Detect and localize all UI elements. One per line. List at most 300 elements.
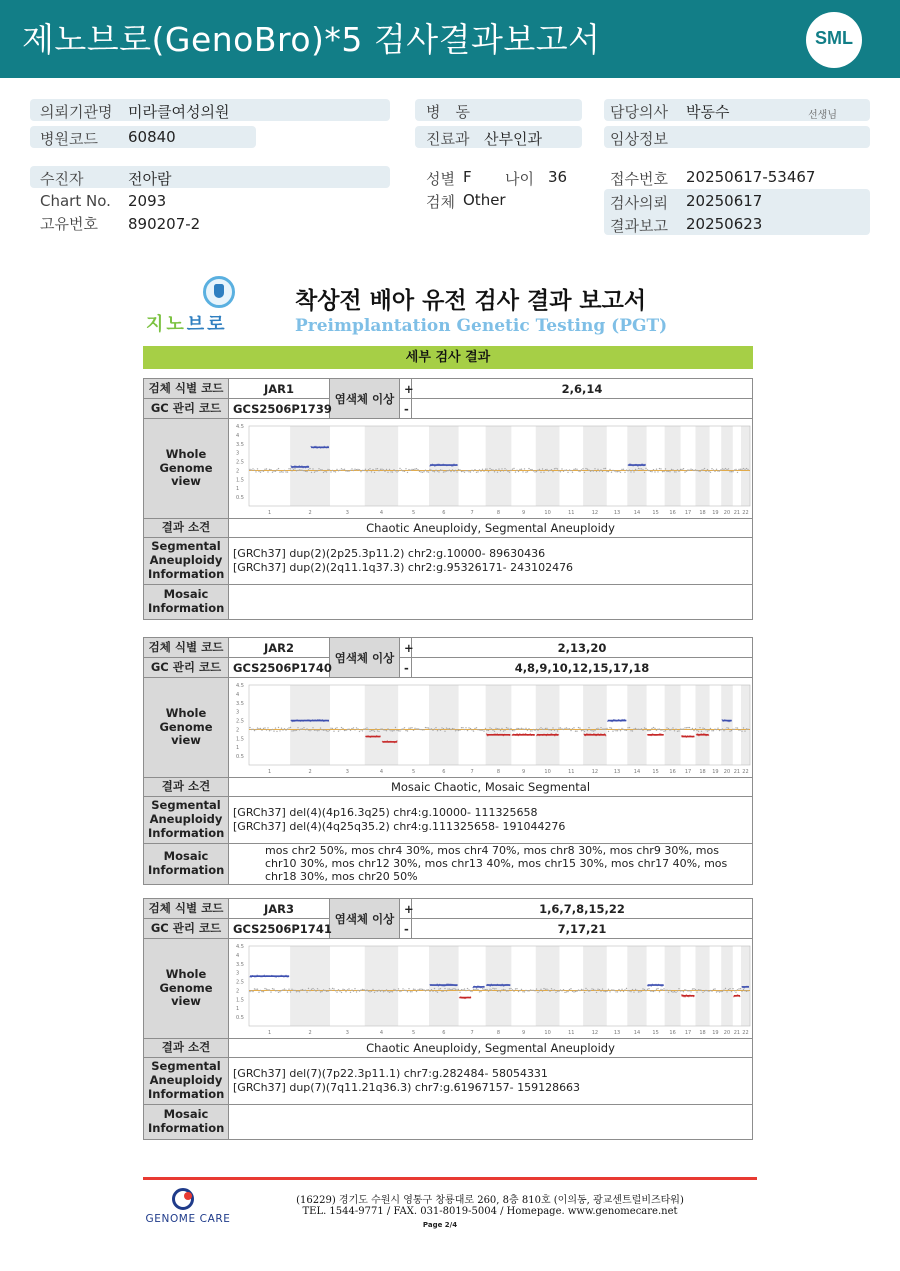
copy-number-point <box>711 468 712 469</box>
copy-number-point <box>600 469 601 470</box>
copy-number-point <box>423 729 424 730</box>
copy-number-point <box>734 990 735 991</box>
copy-number-point <box>651 990 652 991</box>
copy-number-point <box>390 990 391 991</box>
copy-number-point <box>597 988 598 989</box>
copy-number-point <box>501 989 502 990</box>
x-tick-label: 4 <box>379 509 384 516</box>
copy-number-point <box>252 990 253 991</box>
copy-number-point <box>573 991 574 992</box>
copy-number-point <box>504 468 505 469</box>
y-tick-label: 1 <box>236 744 240 751</box>
y-tick-label: 3 <box>236 970 240 977</box>
copy-number-point <box>324 989 325 990</box>
copy-number-point <box>435 990 436 991</box>
copy-number-point <box>732 988 733 989</box>
section-title-bar: 세부 검사 결과 <box>143 346 753 369</box>
copy-number-point <box>344 989 345 990</box>
copy-number-point <box>350 991 351 992</box>
copy-number-point <box>347 728 348 729</box>
mosaic-value: mos chr2 50%, mos chr4 30%, mos chr4 70%, mos chr8 30%, mos chr9 30%, mos chr10 30%, mos chr12 30%, mos chr13 40%, mos chr15 30%, mos chr17 40%, mos chr18 30%, mos chr20 50% <box>229 844 753 885</box>
copy-number-point <box>624 471 625 472</box>
genome-view-chart <box>233 679 756 777</box>
copy-number-point <box>695 728 696 729</box>
copy-number-point <box>690 991 691 992</box>
copy-number-point <box>656 729 657 730</box>
copy-number-point <box>734 469 735 470</box>
copy-number-point <box>476 471 477 472</box>
copy-number-point <box>564 727 565 728</box>
x-tick-label: 14 <box>633 509 641 516</box>
copy-number-point <box>389 729 390 730</box>
copy-number-point <box>570 988 571 989</box>
copy-number-point <box>405 729 406 730</box>
chromosome-band <box>665 946 681 1026</box>
copy-number-point <box>458 468 459 469</box>
copy-number-point <box>660 988 661 989</box>
copy-number-point <box>539 468 540 469</box>
x-tick-label: 12 <box>591 509 599 516</box>
copy-number-point <box>384 729 385 730</box>
copy-number-point <box>729 730 730 731</box>
copy-number-point <box>441 990 442 991</box>
copy-number-point <box>668 728 669 729</box>
copy-number-point <box>368 469 369 470</box>
copy-number-point <box>614 470 615 471</box>
sample-id-value: JAR2 <box>229 638 330 658</box>
minus-sign: - <box>400 399 412 419</box>
copy-number-point <box>524 728 525 729</box>
copy-number-point <box>521 468 522 469</box>
copy-number-point <box>554 989 555 990</box>
chromosome-band <box>290 946 330 1026</box>
copy-number-point <box>285 989 286 990</box>
copy-number-point <box>363 989 364 990</box>
copy-number-point <box>725 467 726 468</box>
copy-number-point <box>711 990 712 991</box>
x-tick-label: 3 <box>345 768 349 775</box>
copy-number-point <box>537 469 538 470</box>
copy-number-point <box>663 730 664 731</box>
gc-code-value: GCS2506P1740 <box>229 658 330 678</box>
report-header-bar <box>0 0 900 78</box>
copy-number-point <box>278 726 279 727</box>
copy-number-point <box>263 727 264 728</box>
chart-no-value: 2093 <box>128 192 167 210</box>
copy-number-point <box>279 471 280 472</box>
y-tick-label: 0.5 <box>236 753 244 760</box>
copy-number-point <box>495 988 496 989</box>
copy-number-point <box>576 468 577 469</box>
copy-number-point <box>567 990 568 991</box>
copy-number-point <box>524 991 525 992</box>
copy-number-point <box>438 988 439 989</box>
copy-number-point <box>369 468 370 469</box>
copy-number-point <box>312 727 313 728</box>
copy-number-point <box>366 471 367 472</box>
x-tick-label: 22 <box>742 1029 749 1036</box>
copy-number-point <box>347 470 348 471</box>
copy-number-point <box>530 989 531 990</box>
copy-number-point <box>344 729 345 730</box>
copy-number-point <box>467 729 468 730</box>
copy-number-point <box>566 469 567 470</box>
copy-number-point <box>716 728 717 729</box>
receipt-value: 20250617-53467 <box>686 168 816 186</box>
copy-number-point <box>486 468 487 469</box>
copy-number-point <box>623 468 624 469</box>
copy-number-point <box>537 991 538 992</box>
copy-number-point <box>312 468 313 469</box>
copy-number-point <box>431 469 432 470</box>
copy-number-point <box>428 727 429 728</box>
segmental-label: Segmental Aneuploidy Information <box>144 538 229 585</box>
copy-number-point <box>626 987 627 988</box>
copy-number-point <box>630 991 631 992</box>
copy-number-point <box>330 989 331 990</box>
copy-number-point <box>569 728 570 729</box>
chromosome-band <box>536 946 560 1026</box>
copy-number-point <box>741 468 742 469</box>
copy-number-point <box>476 988 477 989</box>
copy-number-point <box>585 987 586 988</box>
copy-number-point <box>683 991 684 992</box>
copy-number-point <box>717 727 718 728</box>
copy-number-point <box>504 989 505 990</box>
copy-number-point <box>368 728 369 729</box>
copy-number-point <box>321 990 322 991</box>
copy-number-point <box>638 728 639 729</box>
copy-number-point <box>603 467 604 468</box>
report-title: 제노브로(GenoBro)*5 검사결과보고서 <box>22 20 601 59</box>
copy-number-point <box>606 727 607 728</box>
copy-number-point <box>558 470 559 471</box>
copy-number-point <box>377 990 378 991</box>
copy-number-point <box>459 991 460 992</box>
x-tick-label: 12 <box>591 1029 599 1036</box>
copy-number-point <box>288 468 289 469</box>
copy-number-point <box>279 991 280 992</box>
gain-chromosomes: 2,13,20 <box>412 638 753 658</box>
chromosome-band <box>695 426 709 506</box>
copy-number-point <box>512 989 513 990</box>
copy-number-point <box>723 989 724 990</box>
copy-number-point <box>546 468 547 469</box>
copy-number-point <box>687 469 688 470</box>
copy-number-point <box>584 991 585 992</box>
copy-number-point <box>323 729 324 730</box>
y-tick-label: 1 <box>236 485 240 492</box>
copy-number-point <box>467 470 468 471</box>
x-tick-label: 21 <box>733 509 741 516</box>
copy-number-point <box>677 730 678 731</box>
x-tick-label: 4 <box>379 1029 384 1036</box>
copy-number-point <box>506 990 507 991</box>
chromosome-band <box>695 946 709 1026</box>
footer-contact: TEL. 1544-9771 / FAX. 031-8019-5004 / Homepage. www.genomecare.net <box>302 1206 678 1217</box>
sml-logo-text: SML <box>815 28 853 48</box>
copy-number-point <box>678 470 679 471</box>
x-tick-label: 20 <box>723 768 731 775</box>
copy-number-point <box>656 468 657 469</box>
y-tick-label: 2 <box>236 987 240 994</box>
copy-number-point <box>345 991 346 992</box>
copy-number-point <box>497 990 498 991</box>
copy-number-point <box>602 988 603 989</box>
copy-number-point <box>329 729 330 730</box>
y-tick-label: 2 <box>236 726 240 733</box>
copy-number-point <box>459 729 460 730</box>
x-tick-label: 11 <box>568 768 575 775</box>
copy-number-point <box>659 467 660 468</box>
copy-number-point <box>276 730 277 731</box>
copy-number-point <box>383 729 384 730</box>
copy-number-point <box>603 990 604 991</box>
gain-chromosomes: 1,6,7,8,15,22 <box>412 899 753 919</box>
y-tick-label: 4.5 <box>236 423 244 430</box>
copy-number-point <box>275 990 276 991</box>
copy-number-point <box>354 729 355 730</box>
copy-number-point <box>380 990 381 991</box>
copy-number-point <box>743 988 744 989</box>
copy-number-point <box>444 730 445 731</box>
copy-number-point <box>453 470 454 471</box>
copy-number-point <box>402 470 403 471</box>
copy-number-point <box>719 729 720 730</box>
copy-number-point <box>639 468 640 469</box>
clinical-label: 임상정보 <box>610 130 668 148</box>
x-tick-label: 1 <box>267 768 272 775</box>
chromosome-band <box>290 685 330 765</box>
y-tick-label: 4 <box>236 432 240 439</box>
copy-number-point <box>704 990 705 991</box>
copy-number-point <box>396 990 397 991</box>
copy-number-point <box>444 471 445 472</box>
copy-number-point <box>653 469 654 470</box>
patient-label: 수진자 <box>40 170 84 188</box>
copy-number-point <box>447 728 448 729</box>
genome-plot-cell <box>229 939 753 1039</box>
gc-code-value: GCS2506P1741 <box>229 919 330 939</box>
copy-number-point <box>336 727 337 728</box>
age-label: 나이 <box>505 170 534 188</box>
copy-number-point <box>680 728 681 729</box>
dept-label: 진료과 <box>426 130 470 148</box>
copy-number-point <box>740 729 741 730</box>
x-tick-label: 7 <box>470 768 474 775</box>
copy-number-point <box>701 469 702 470</box>
copy-number-point <box>338 730 339 731</box>
copy-number-point <box>629 726 630 727</box>
copy-number-point <box>720 469 721 470</box>
copy-number-point <box>591 470 592 471</box>
copy-number-point <box>506 469 507 470</box>
segmental-label: Segmental Aneuploidy Information <box>144 797 229 844</box>
copy-number-point <box>543 987 544 988</box>
copy-number-point <box>686 989 687 990</box>
x-tick-label: 9 <box>521 768 526 775</box>
copy-number-point <box>405 989 406 990</box>
copy-number-point <box>260 989 261 990</box>
copy-number-point <box>254 469 255 470</box>
copy-number-point <box>521 727 522 728</box>
copy-number-point <box>267 727 268 728</box>
copy-number-point <box>426 727 427 728</box>
copy-number-point <box>353 469 354 470</box>
copy-number-point <box>429 468 430 469</box>
copy-number-point <box>662 471 663 472</box>
copy-number-point <box>282 989 283 990</box>
copy-number-point <box>702 727 703 728</box>
copy-number-point <box>468 989 469 990</box>
copy-number-point <box>407 730 408 731</box>
copy-number-point <box>543 728 544 729</box>
copy-number-point <box>366 727 367 728</box>
copy-number-point <box>624 729 625 730</box>
doctor-label: 담당의사 <box>610 103 668 121</box>
copy-number-point <box>650 470 651 471</box>
copy-number-point <box>272 471 273 472</box>
copy-number-point <box>329 988 330 989</box>
copy-number-point <box>639 728 640 729</box>
copy-number-point <box>608 988 609 989</box>
copy-number-point <box>485 468 486 469</box>
copy-number-point <box>356 727 357 728</box>
copy-number-point <box>443 728 444 729</box>
copy-number-point <box>723 730 724 731</box>
copy-number-point <box>720 990 721 991</box>
copy-number-point <box>446 727 447 728</box>
copy-number-point <box>533 989 534 990</box>
copy-number-point <box>572 728 573 729</box>
copy-number-point <box>534 729 535 730</box>
copy-number-point <box>708 990 709 991</box>
copy-number-point <box>449 727 450 728</box>
copy-number-point <box>456 729 457 730</box>
copy-number-point <box>675 471 676 472</box>
copy-number-point <box>533 470 534 471</box>
copy-number-point <box>378 470 379 471</box>
copy-number-point <box>708 470 709 471</box>
copy-number-point <box>342 988 343 989</box>
copy-number-point <box>647 729 648 730</box>
copy-number-point <box>291 730 292 731</box>
copy-number-point <box>672 469 673 470</box>
genome-care-text: GENOME CARE <box>145 1213 231 1225</box>
copy-number-point <box>590 729 591 730</box>
chromosome-band <box>429 685 459 765</box>
copy-number-point <box>293 989 294 990</box>
copy-number-point <box>558 727 559 728</box>
copy-number-point <box>468 727 469 728</box>
copy-number-point <box>462 727 463 728</box>
copy-number-point <box>537 729 538 730</box>
copy-number-point <box>678 988 679 989</box>
copy-number-point <box>642 469 643 470</box>
copy-number-point <box>705 470 706 471</box>
copy-number-point <box>566 727 567 728</box>
specimen-value: Other <box>463 191 506 209</box>
copy-number-point <box>662 989 663 990</box>
copy-number-point <box>557 990 558 991</box>
copy-number-point <box>572 990 573 991</box>
copy-number-point <box>339 469 340 470</box>
copy-number-point <box>402 728 403 729</box>
copy-number-point <box>461 727 462 728</box>
copy-number-point <box>602 470 603 471</box>
result-value: Mosaic Chaotic, Mosaic Segmental <box>229 778 753 797</box>
x-tick-label: 8 <box>496 509 501 516</box>
copy-number-point <box>563 470 564 471</box>
copy-number-point <box>249 990 250 991</box>
copy-number-point <box>651 727 652 728</box>
copy-number-point <box>273 730 274 731</box>
copy-number-point <box>393 729 394 730</box>
copy-number-point <box>581 469 582 470</box>
copy-number-point <box>294 468 295 469</box>
copy-number-point <box>339 729 340 730</box>
copy-number-point <box>390 471 391 472</box>
copy-number-point <box>290 726 291 727</box>
y-tick-label: 3.5 <box>236 961 244 968</box>
x-tick-label: 2 <box>308 1029 312 1036</box>
copy-number-point <box>666 989 667 990</box>
copy-number-point <box>549 990 550 991</box>
copy-number-point <box>303 989 304 990</box>
copy-number-point <box>392 730 393 731</box>
copy-number-point <box>335 727 336 728</box>
copy-number-point <box>503 730 504 731</box>
dna-bubble-icon <box>203 276 235 308</box>
copy-number-point <box>332 469 333 470</box>
copy-number-point <box>650 729 651 730</box>
copy-number-point <box>299 469 300 470</box>
copy-number-point <box>258 470 259 471</box>
copy-number-point <box>281 471 282 472</box>
copy-number-point <box>701 730 702 731</box>
copy-number-point <box>635 727 636 728</box>
chromosome-band <box>536 685 560 765</box>
copy-number-point <box>278 991 279 992</box>
x-tick-label: 16 <box>669 1029 676 1036</box>
dept-value: 산부인과 <box>484 130 542 148</box>
copy-number-point <box>497 728 498 729</box>
copy-number-point <box>266 468 267 469</box>
copy-number-point <box>558 990 559 991</box>
y-tick-label: 1.5 <box>236 735 244 742</box>
copy-number-point <box>398 470 399 471</box>
copy-number-point <box>515 471 516 472</box>
copy-number-point <box>521 988 522 989</box>
copy-number-point <box>320 727 321 728</box>
copy-number-point <box>387 990 388 991</box>
copy-number-point <box>609 991 610 992</box>
copy-number-point <box>446 990 447 991</box>
copy-number-point <box>293 730 294 731</box>
x-tick-label: 18 <box>699 768 706 775</box>
copy-number-point <box>527 471 528 472</box>
plus-sign: + <box>400 638 412 658</box>
copy-number-point <box>327 730 328 731</box>
copy-number-point <box>327 990 328 991</box>
copy-number-point <box>390 730 391 731</box>
copy-number-point <box>422 988 423 989</box>
copy-number-point <box>357 989 358 990</box>
copy-number-point <box>738 468 739 469</box>
copy-number-point <box>636 728 637 729</box>
copy-number-point <box>515 988 516 989</box>
copy-number-point <box>477 729 478 730</box>
